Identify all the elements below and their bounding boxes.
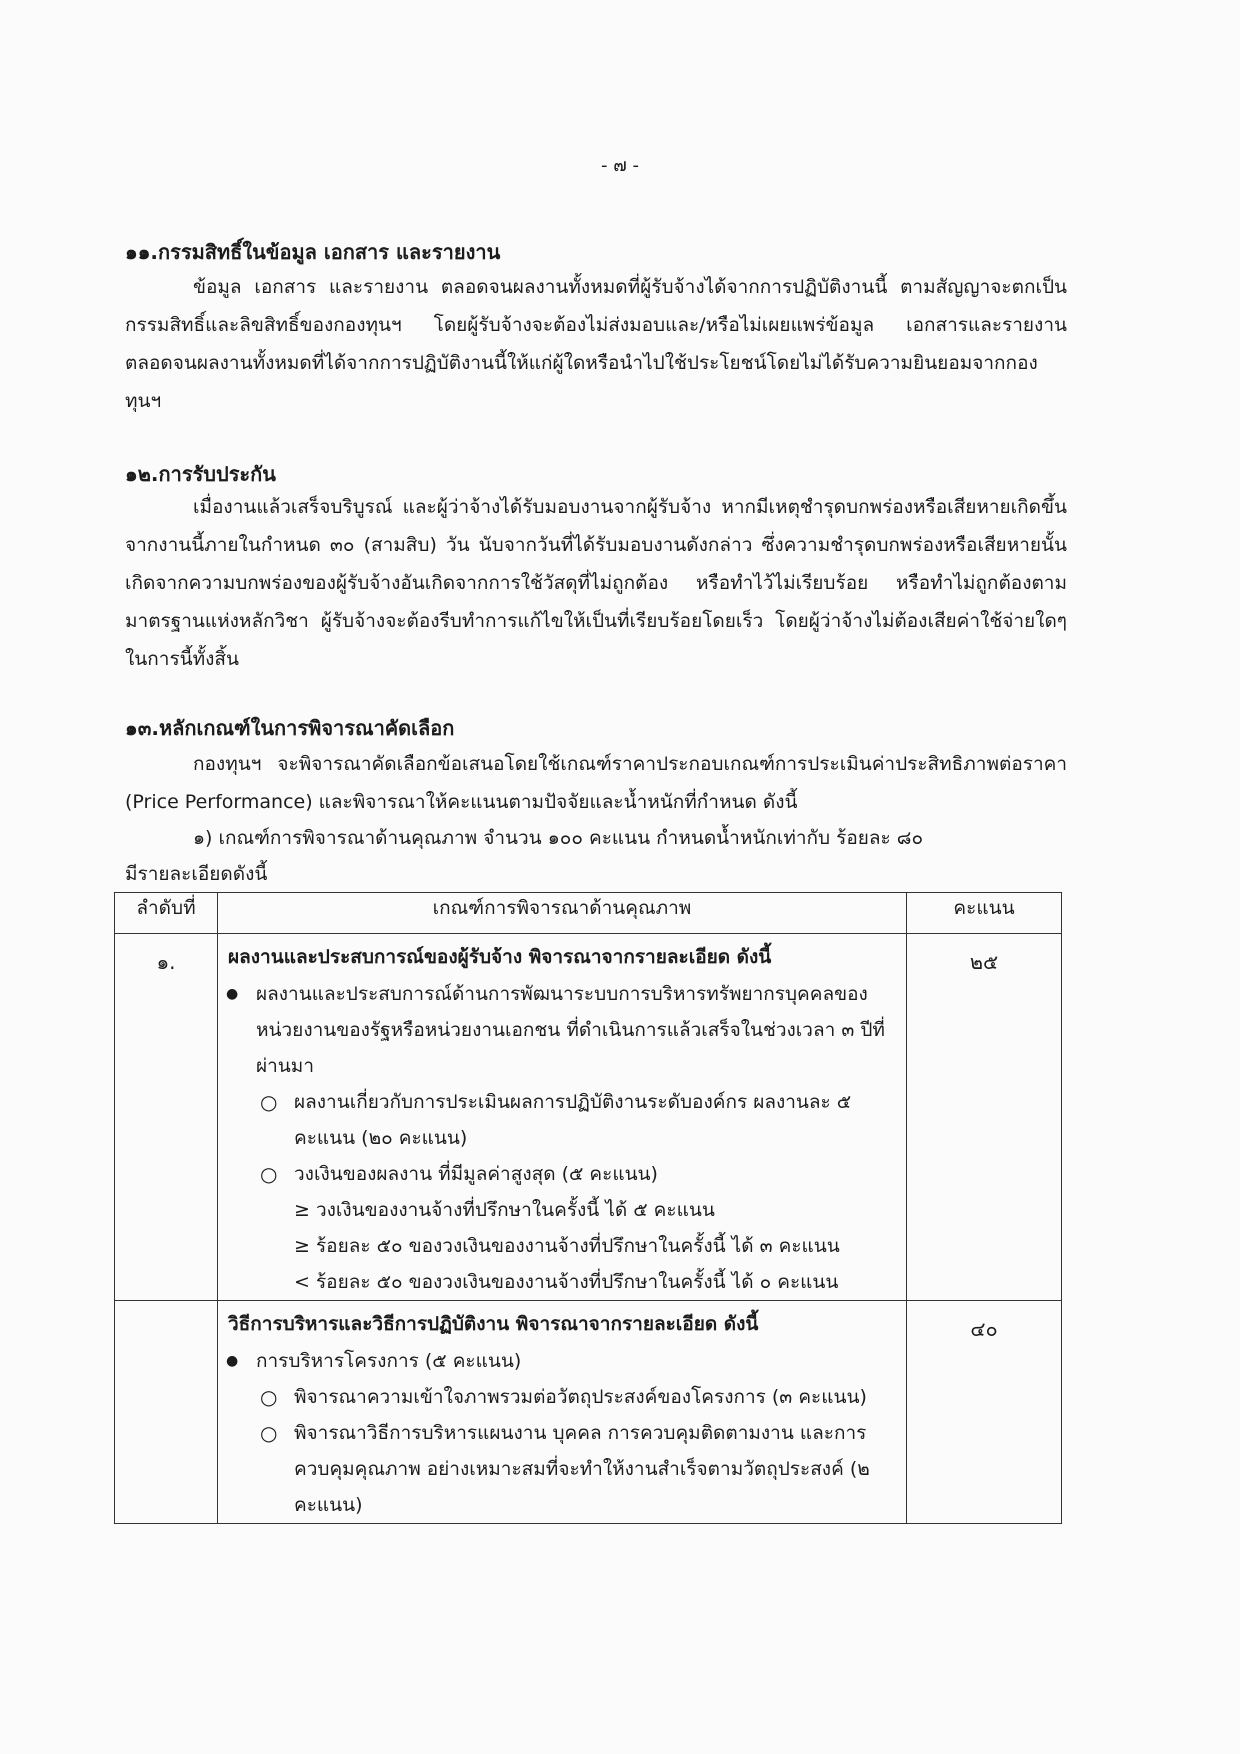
header-criteria: เกณฑ์การพิจารณาด้านคุณภาพ	[218, 893, 907, 934]
row-1-title: ผลงานและประสบการณ์ของผู้รับจ้าง พิจารณาจากรายละเอียด ดังนี้	[228, 946, 772, 968]
section-13-heading: ๑๓.หลักเกณฑ์ในการพิจารณาคัดเลือก	[125, 716, 455, 740]
section-11-text: ข้อมูล เอกสาร และรายงาน ตลอดจนผลงานทั้งหมดที่ผู้รับจ้างได้จากการปฏิบัติงานนี้ ตามสัญญาจะตกเป็นกรรมสิทธิ์และลิขสิทธิ์ของกองทุนฯ โดยผู้รับจ้างจะต้องไม่ส่งมอบและ/หรือไม่เผยแพร่ข้อมูล เอกสารและรายงาน ตลอดจนผลงานทั้งหมดที่ได้จากการปฏิบัติงานนี้ให้แก่ผู้ใดหรือนำไปใช้ประโยชน์โดยไม่ได้รับความยินยอมจากกองทุนฯ	[125, 276, 1067, 412]
section-11-heading: ๑๑.กรรมสิทธิ์ในข้อมูล เอกสาร และรายงาน	[125, 240, 501, 264]
section-13-body	[125, 745, 1067, 821]
header-order: ลำดับที่	[115, 893, 218, 934]
section-12-body	[125, 488, 1067, 678]
criteria-item-1-cont: มีรายละเอียดดังนี้	[125, 863, 268, 885]
table-row	[115, 1301, 1062, 1524]
row-2-sub-1: ○ พิจารณาความเข้าใจภาพรวมต่อวัตถุประสงค์ของโครงการ (๓ คะแนน)	[218, 1379, 906, 1415]
row-1-criteria	[218, 934, 907, 1301]
row-2-title: วิธีการบริหารและวิธีการปฏิบัติงาน พิจารณาจากรายละเอียด ดังนี้	[228, 1313, 759, 1335]
section-13-text: กองทุนฯ จะพิจารณาคัดเลือกข้อเสนอโดยใช้เกณฑ์ราคาประกอบเกณฑ์การประเมินค่าประสิทธิภาพต่อราคา (Price Performance) และพิจารณาให้คะแนนตามปัจจัยและน้ำหนักที่กำหนด ดังนี้	[125, 753, 1067, 813]
row-1-condition-1: ≥ วงเงินของงานจ้างที่ปรึกษาในครั้งนี้ ได้ ๕ คะแนน	[294, 1199, 715, 1221]
section-12-heading: ๑๒.การรับประกัน	[125, 462, 276, 486]
row-1-sub-1: ○ ผลงานเกี่ยวกับการประเมินผลการปฏิบัติงานระดับองค์กร ผลงานละ ๕ คะแนน (๒๐ คะแนน)	[218, 1084, 906, 1156]
criteria-item-1: ๑) เกณฑ์การพิจารณาด้านคุณภาพ จำนวน ๑๐๐ คะแนน กำหนดน้ำหนักเท่ากับ ร้อยละ ๘๐	[193, 827, 924, 849]
row-1-score: ๒๕	[907, 934, 1062, 1301]
row-2-sub-2: ○ พิจารณาวิธีการบริหารแผนงาน บุคคล การควบคุมติดตามงาน และการควบคุมคุณภาพ อย่างเหมาะสมที่จะทำให้งานสำเร็จตามวัตถุประสงค์ (๒ คะแนน)	[218, 1415, 906, 1523]
row-1-number: ๑.	[115, 934, 218, 1301]
row-2-number	[115, 1301, 218, 1524]
row-1-bullet: ● ผลงานและประสบการณ์ด้านการพัฒนาระบบการบริหารทรัพยากรบุคคลของหน่วยงานของรัฐหรือหน่วยงานเอกชน ที่ดำเนินการแล้วเสร็จในช่วงเวลา ๓ ปีที่ผ่านมา	[218, 976, 906, 1084]
row-2-score: ๔๐	[907, 1301, 1062, 1524]
page-number: - ๗ -	[601, 155, 639, 176]
row-2-criteria	[218, 1301, 907, 1524]
row-1-condition-2: ≥ ร้อยละ ๕๐ ของวงเงินของงานจ้างที่ปรึกษาในครั้งนี้ ได้ ๓ คะแนน	[294, 1235, 840, 1257]
table-header-row	[115, 893, 1062, 934]
row-1-condition-3: < ร้อยละ ๕๐ ของวงเงินของงานจ้างที่ปรึกษาในครั้งนี้ ได้ ๐ คะแนน	[294, 1271, 839, 1293]
header-score: คะแนน	[907, 893, 1062, 934]
quality-criteria-table	[114, 892, 1062, 1524]
table-row	[115, 934, 1062, 1301]
section-11-body	[125, 268, 1067, 420]
section-12-text: เมื่องานแล้วเสร็จบริบูรณ์ และผู้ว่าจ้างได้รับมอบงานจากผู้รับจ้าง หากมีเหตุชำรุดบกพร่องหรือเสียหายเกิดขึ้นจากงานนี้ภายในกำหนด ๓๐ (สามสิบ) วัน นับจากวันที่ได้รับมอบงานดังกล่าว ซึ่งความชำรุดบกพร่องหรือเสียหายนั้นเกิดจากความบกพร่องของผู้รับจ้างอันเกิดจากการใช้วัสดุที่ไม่ถูกต้อง หรือทำไว้ไม่เรียบร้อย หรือทำไม่ถูกต้องตามมาตรฐานแห่งหลักวิชา ผู้รับจ้างจะต้องรีบทำการแก้ไขให้เป็นที่เรียบร้อยโดยเร็ว โดยผู้ว่าจ้างไม่ต้องเสียค่าใช้จ่ายใดๆ ในการนี้ทั้งสิ้น	[125, 496, 1067, 670]
row-2-bullet: ● การบริหารโครงการ (๕ คะแนน)	[218, 1343, 906, 1379]
row-1-sub-2: ○ วงเงินของผลงาน ที่มีมูลค่าสูงสุด (๕ คะแนน)	[218, 1156, 906, 1192]
